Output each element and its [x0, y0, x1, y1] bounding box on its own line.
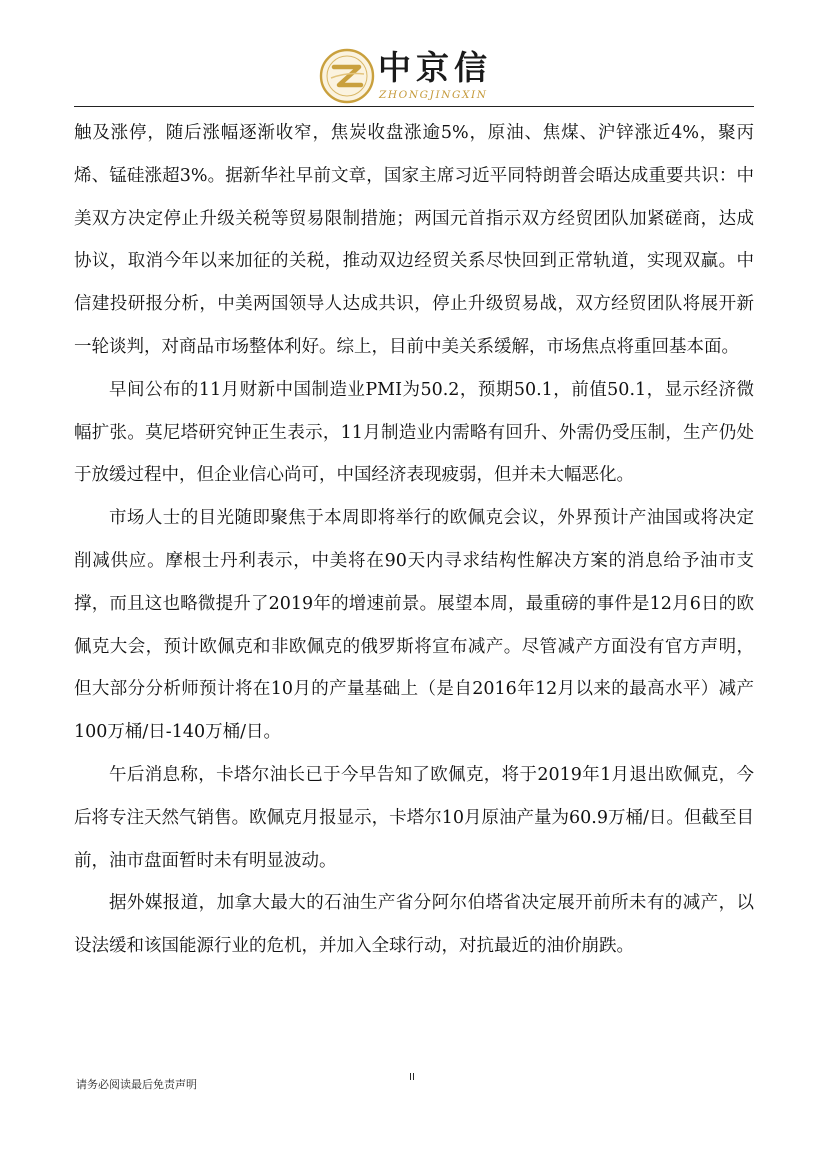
page-header	[0, 40, 827, 110]
paragraph: 触及涨停，随后涨幅逐渐收窄，焦炭收盘涨逾5%，原油、焦煤、沪锌涨近4%，聚丙烯、锰硅涨超3%。据新华社早前文章，国家主席习近平同特朗普会晤达成重要共识：中美双方决定停止升级关税等贸易限制措施；两国元首指示双方经贸团队加紧磋商，达成协议，取消今年以来加征的关税，推动双边经贸关系尽快回到正常轨道，实现双赢。中信建投研报分析，中美两国领导人达成共识，停止升级贸易战，双方经贸团队将展开新一轮谈判，对商品市场整体利好。综上，目前中美关系缓解，市场焦点将重回基本面。	[74, 123, 754, 357]
company-logo-icon	[319, 48, 375, 104]
header-rule	[74, 106, 754, 107]
page-number: II	[409, 1072, 415, 1083]
paragraph: 早间公布的11月财新中国制造业PMI为50.2，预期50.1，前值50.1，显示经济微幅扩张。莫尼塔研究钟正生表示，11月制造业内需略有回升、外需仍受压制，生产仍处于放缓过程中，但企业信心尚可，中国经济表现疲弱，但并未大幅恶化。	[74, 379, 754, 486]
brand-subtitle: ZHONGJINGXIN	[379, 89, 488, 101]
article-body	[74, 112, 754, 968]
paragraph: 据外媒报道，加拿大最大的石油生产省分阿尔伯塔省决定展开前所未有的减产，以设法缓和该国能源行业的危机，并加入全球行动，对抗最近的油价崩跌。	[74, 893, 754, 957]
brand-name: 中京信	[378, 48, 492, 87]
footer-disclaimer: 请务必阅读最后免责声明	[76, 1078, 197, 1091]
paragraph: 市场人士的目光随即聚焦于本周即将举行的欧佩克会议，外界预计产油国或将决定削减供应。摩根士丹利表示，中美将在90天内寻求结构性解决方案的消息给予油市支撑，而且这也略微提升了2019年的增速前景。展望本周，最重磅的事件是12月6日的欧佩克大会，预计欧佩克和非欧佩克的俄罗斯将宣布减产。尽管减产方面没有官方声明，但大部分分析师预计将在10月的产量基础上（是自2016年12月以来的最高水平）减产100万桶/日-140万桶/日。	[74, 508, 754, 743]
paragraph: 午后消息称，卡塔尔油长已于今早告知了欧佩克，将于2019年1月退出欧佩克，今后将专注天然气销售。欧佩克月报显示，卡塔尔10月原油产量为60.9万桶/日。但截至目前，油市盘面暂时未有明显波动。	[74, 764, 754, 871]
